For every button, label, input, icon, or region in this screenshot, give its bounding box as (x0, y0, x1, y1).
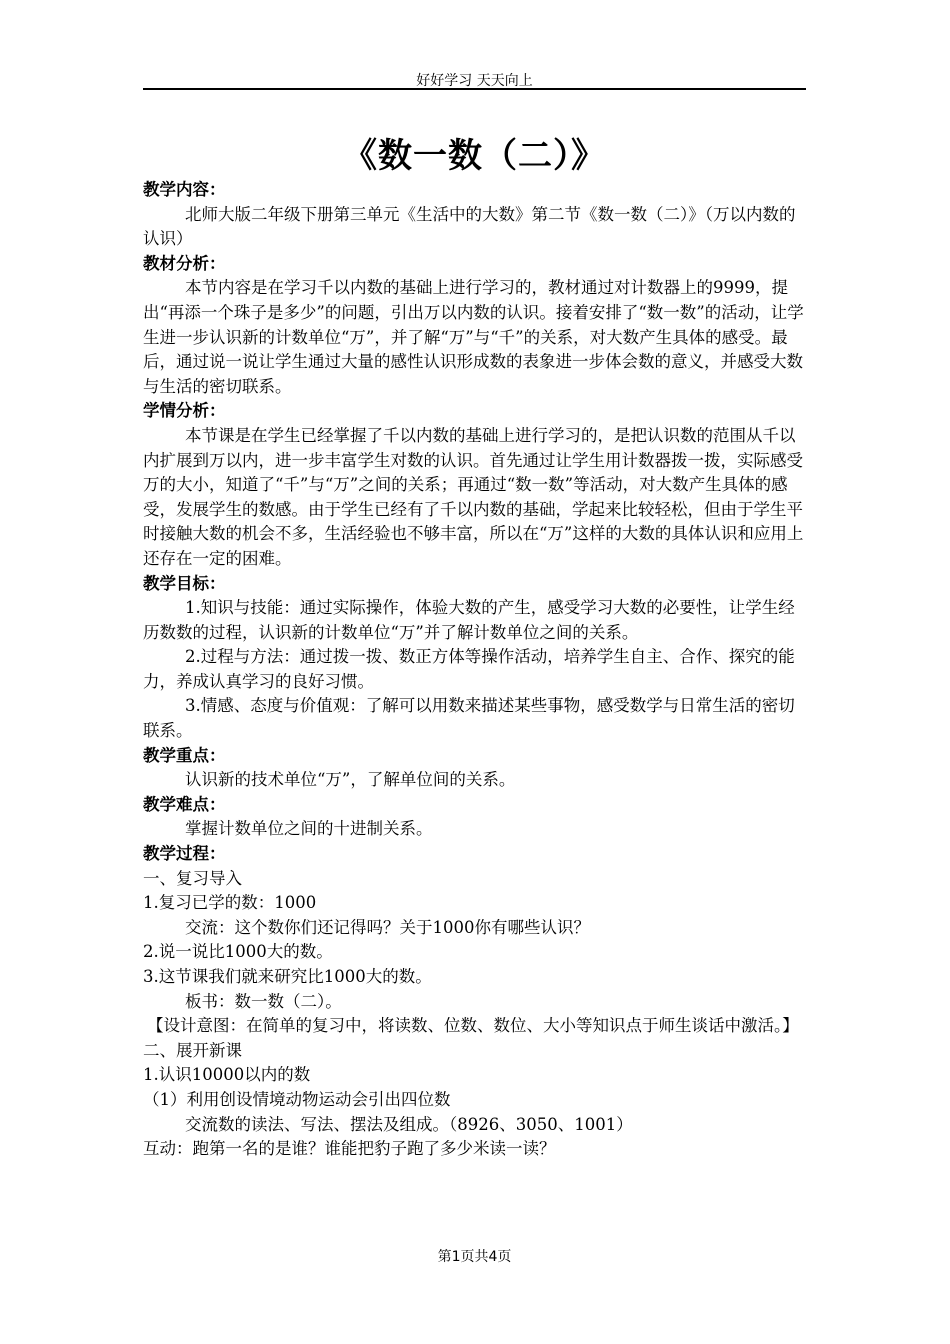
process-part2-title: 二、展开新课 (143, 1040, 242, 1060)
process-line: 2.说一说比1000大的数。 (143, 942, 333, 962)
paragraph-key: 认识新的技术单位“万”，了解单位间的关系。 (185, 770, 516, 790)
document-body (143, 178, 810, 1162)
process-part1-title: 一、复习导入 (143, 868, 242, 888)
goal-item: 1.知识与技能：通过实际操作，体验大数的产生，感受学习大数的必要性，让学生经历数数的过程，认识新的计数单位“万”并了解计数单位之间的关系。 (143, 598, 795, 642)
heading-difficulty: 教学难点： (143, 794, 226, 814)
paragraph-difficulty: 掌握计数单位之间的十进制关系。 (185, 819, 433, 839)
process-line: 3.这节课我们就来研究比1000大的数。 (143, 967, 432, 986)
heading-key: 教学重点： (143, 745, 226, 765)
goal-item: 2.过程与方法：通过拨一拨、数正方体等操作活动，培养学生自主、合作、探究的能力，养成认真学习的良好习惯。 (143, 647, 795, 691)
goal-item: 3.情感、态度与价值观：了解可以用数来描述某些事物，感受数学与日常生活的密切联系。 (143, 696, 795, 741)
page-footer: 第1页共4页 (437, 1249, 512, 1265)
heading-material: 教材分析： (143, 253, 226, 273)
process-line: 1.认识10000以内的数 (143, 1065, 311, 1085)
process-line: 1.复习已学的数：1000 (143, 893, 317, 913)
page-header: 好好学习 天天向上 (416, 73, 533, 89)
heading-goals: 教学目标： (143, 573, 226, 593)
paragraph-content: 北师大版二年级下册第三单元《生活中的大数》第二节《数一数（二）》（万以内数的认识） (143, 204, 796, 249)
design-intent: 【设计意图：在简单的复习中，将读数、位数、数位、大小等知识点于师生谈话中激活。】 (147, 1016, 799, 1036)
heading-content: 教学内容： (143, 180, 226, 199)
header-divider (143, 88, 806, 90)
heading-students: 学情分析： (143, 401, 226, 421)
process-line: （1）利用创设情境动物运动会引出四位数 (143, 1089, 451, 1109)
paragraph-students: 本节课是在学生已经掌握了千以内数的基础上进行学习的，是把认识数的范围从千以内扩展到万以内，进一步丰富学生对数的认识。首先通过让学生用计数器拨一拨，实际感受万的大小，知道了“千”与“万”之间的关系；再通过“数一数”等活动，对大数产生具体的感受，发展学生的数感。由于学生已经有了千以内数的基础，学起来比较轻松，但由于学生平时接触大数的机会不多，生活经验也不够丰富，所以在“万”这样的大数的具体认识和应用上还存在一定的困难。 (143, 425, 804, 568)
process-line: 交流：这个数你们还记得吗？关于1000你有哪些认识？ (185, 917, 590, 937)
process-line: 互动：跑第一名的是谁？谁能把豹子跑了多少米读一读？ (143, 1139, 556, 1159)
heading-process: 教学过程： (143, 844, 226, 864)
process-line: 交流数的读法、写法、摆法及组成。（8926、3050、1001） (185, 1114, 633, 1134)
process-line: 板书：数一数（二）。 (185, 991, 342, 1011)
paragraph-material: 本节内容是在学习千以内数的基础上进行学习的，教材通过对计数器上的9999，提出“再添一个珠子是多少”的问题，引出万以内数的认识。接着安排了“数一数”的活动，让学生进一步认识新的计数单位“万”，并了解“万”与“千”的关系，对大数产生具体的感受。最后，通过说一说让学生通过大量的感性认识形成数的表象进一步体会数的意义，并感受大数与生活的密切联系。 (143, 278, 804, 396)
document-title: 《数一数（二）》 (343, 136, 606, 176)
